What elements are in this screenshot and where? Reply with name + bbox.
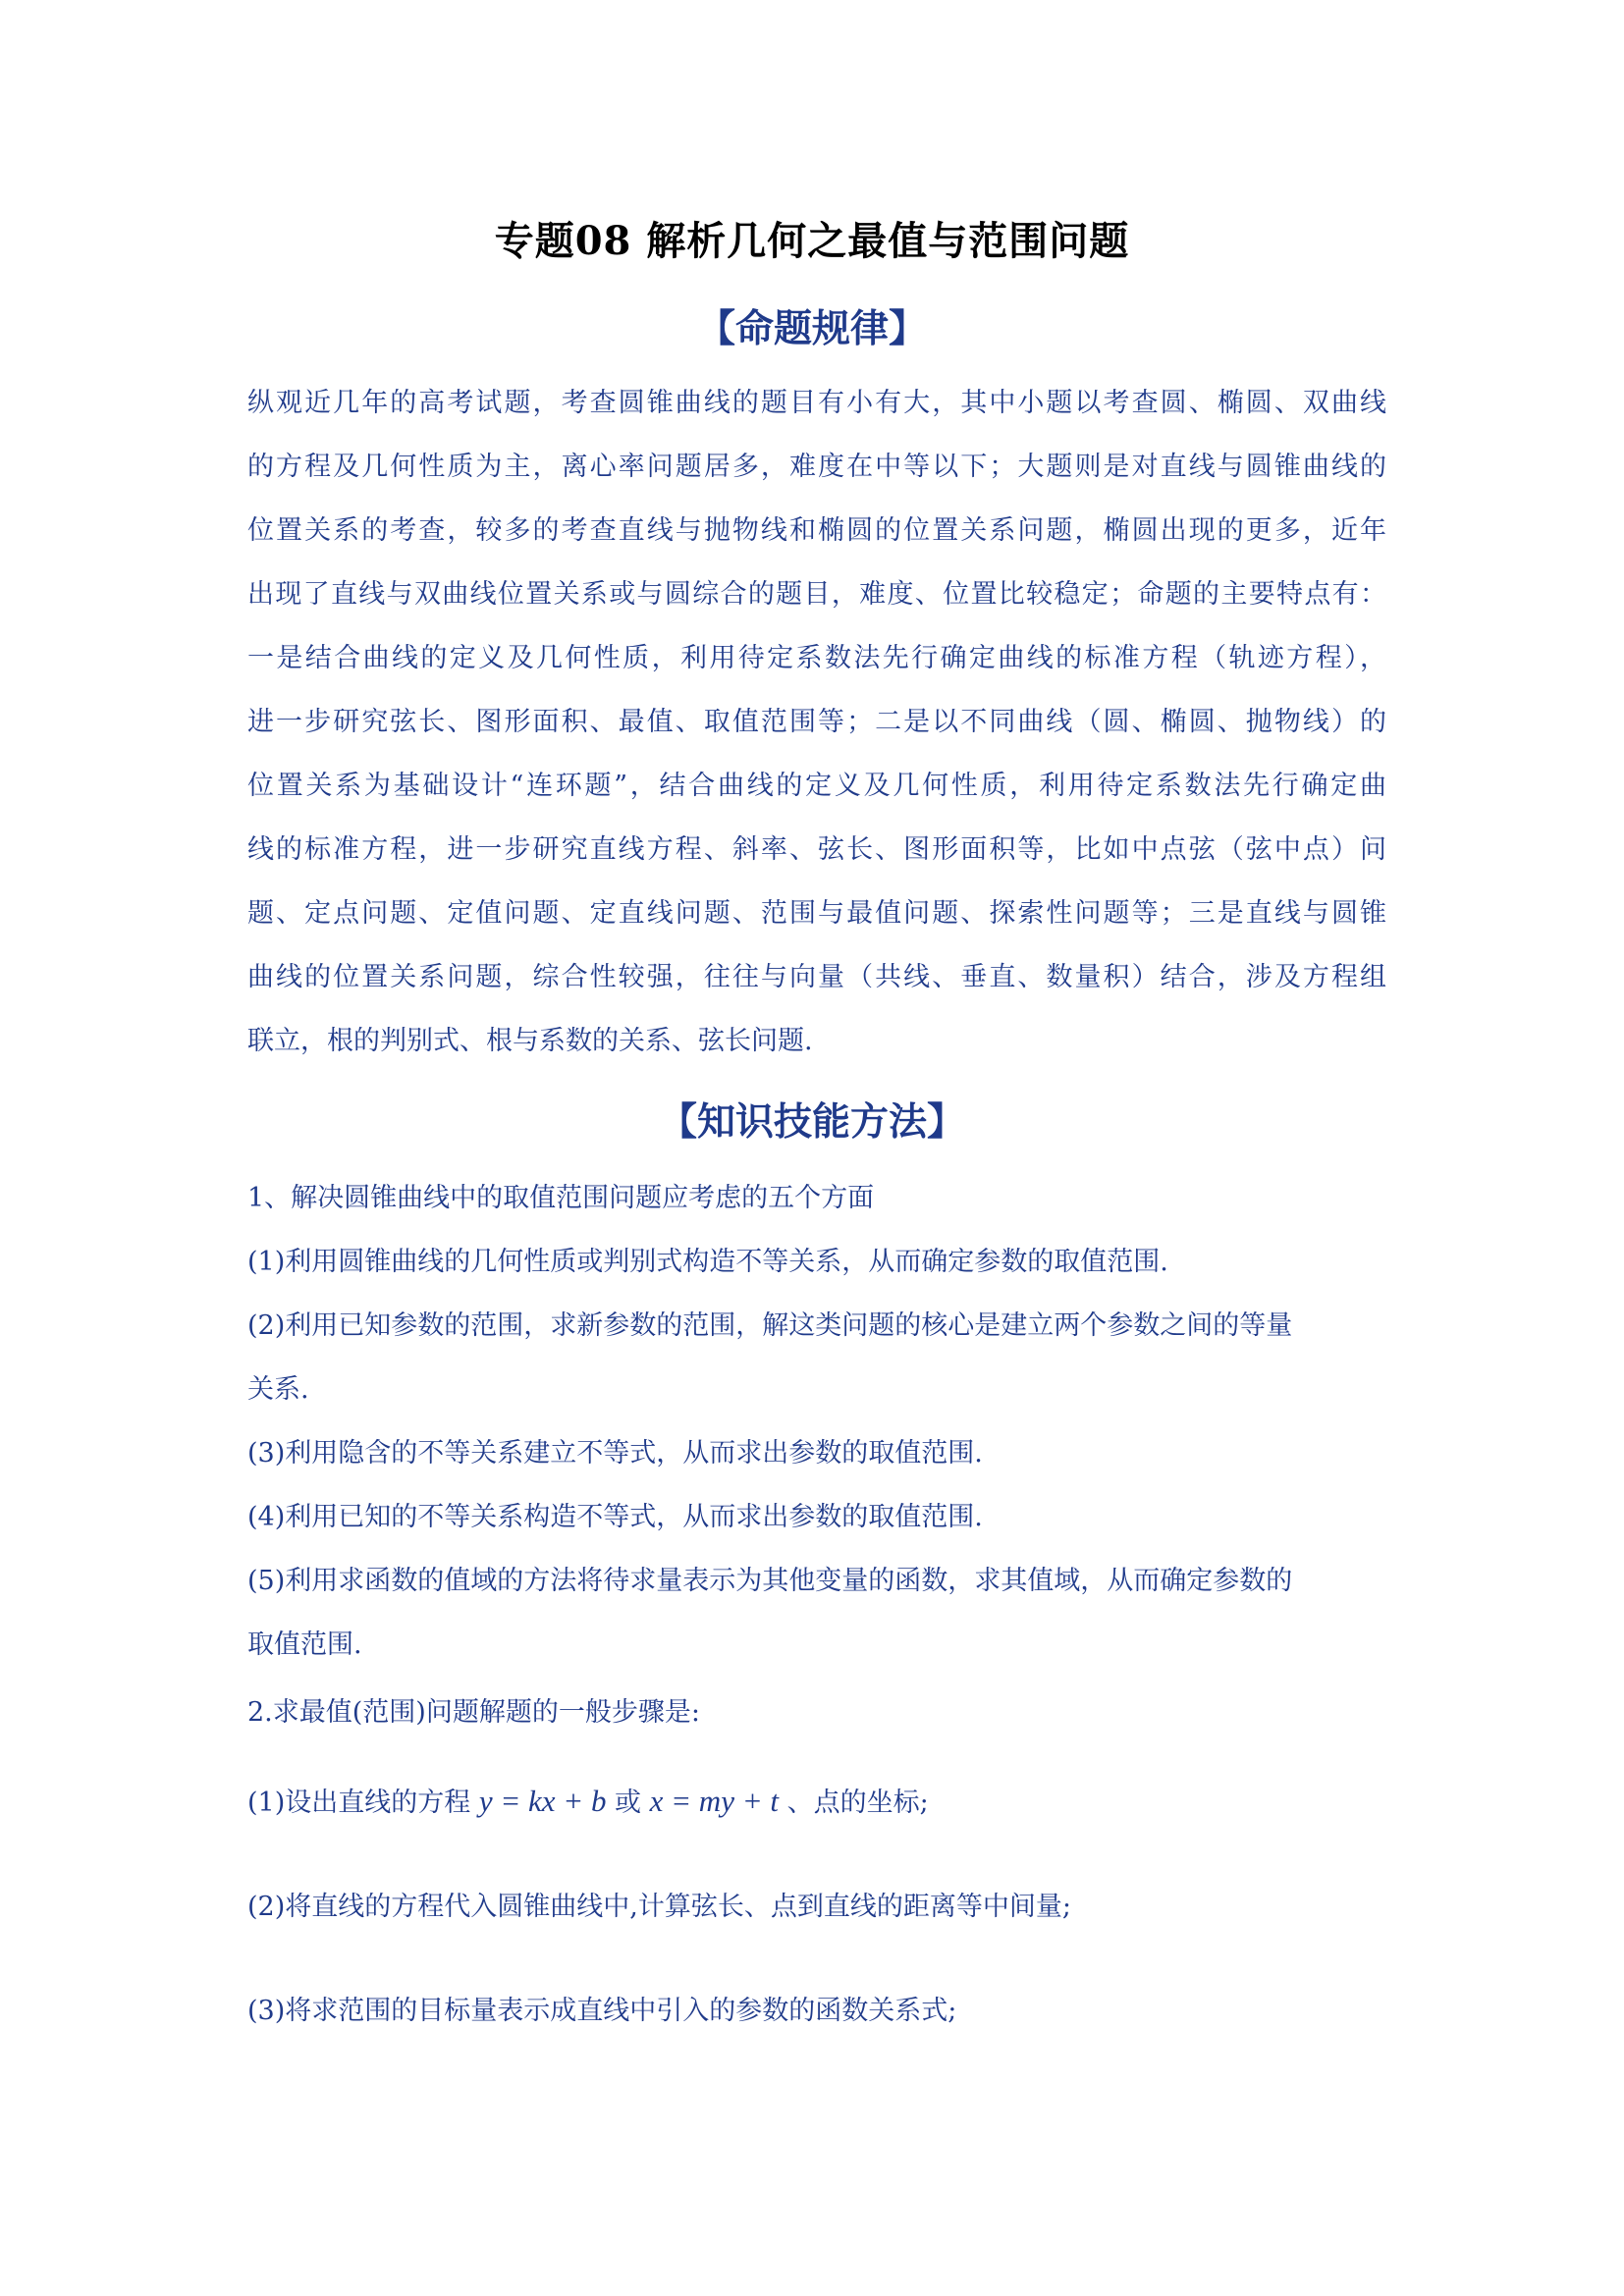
item1-point-3: (3)利用隐含的不等关系建立不等式，从而求出参数的取值范围.: [247, 1438, 983, 1468]
paragraph-line: 位置关系为基础设计“连环题”，结合曲线的定义及几何性质，利用待定系数法先行确定曲: [247, 771, 1386, 801]
item2-title: 2.求最值(范围)问题解题的一般步骤是:: [247, 1697, 700, 1728]
rules-paragraph: [247, 381, 1386, 1068]
item1-point-2-cont: 关系.: [247, 1374, 309, 1405]
step-1-prefix: (1)设出直线的方程: [247, 1788, 479, 1818]
item1-title: 1、解决圆锥曲线中的取值范围问题应考虑的五个方面: [247, 1183, 875, 1213]
step-1-middle: 或: [606, 1788, 650, 1818]
line-equation-alt-formula: x = my + t: [649, 1784, 779, 1818]
paragraph-line: 位置关系的考查，较多的考查直线与抛物线和椭圆的位置关系问题，椭圆出现的更多，近年: [247, 515, 1386, 546]
line-equation-formula: y = kx + b: [478, 1784, 607, 1818]
item1-point-4: (4)利用已知的不等关系构造不等式，从而求出参数的取值范围.: [247, 1502, 983, 1532]
paragraph-line: 线的标准方程，进一步研究直线方程、斜率、弦长、图形面积等，比如中点弦（弦中点）问: [247, 834, 1386, 865]
step-3: (3)将求范围的目标量表示成直线中引入的参数的函数关系式;: [247, 1996, 957, 2026]
step-1-suffix: 、点的坐标;: [778, 1788, 929, 1818]
section-heading-rules: 【命题规律】: [696, 306, 927, 351]
step-1: [247, 1781, 929, 1819]
item1-point-2: (2)利用已知参数的范围，求新参数的范围，解这类问题的核心是建立两个参数之间的等量: [247, 1310, 1293, 1341]
page-title: 专题08 解析几何之最值与范围问题: [494, 218, 1130, 264]
paragraph-line: 的方程及几何性质为主，离心率问题居多，难度在中等以下；大题则是对直线与圆锥曲线的: [247, 452, 1386, 482]
item1-point-5: (5)利用求函数的值域的方法将待求量表示为其他变量的函数，求其值域，从而确定参数的: [247, 1566, 1293, 1596]
item1-point-1: (1)利用圆锥曲线的几何性质或判别式构造不等关系，从而确定参数的取值范围.: [247, 1247, 1168, 1277]
section-heading-methods: 【知识技能方法】: [658, 1099, 965, 1145]
paragraph-line: 曲线的位置关系问题，综合性较强，往往与向量（共线、垂直、数量积）结合，涉及方程组: [247, 962, 1386, 992]
paragraph-line: 进一步研究弦长、图形面积、最值、取值范围等；二是以不同曲线（圆、椭圆、抛物线）的: [247, 707, 1386, 737]
step-2: (2)将直线的方程代入圆锥曲线中,计算弦长、点到直线的距离等中间量;: [247, 1892, 1071, 1922]
paragraph-line: 联立，根的判别式、根与系数的关系、弦长问题.: [247, 1026, 813, 1056]
paragraph-line: 题、定点问题、定值问题、定直线问题、范围与最值问题、探索性问题等；三是直线与圆锥: [247, 898, 1386, 929]
paragraph-line: 一是结合曲线的定义及几何性质，利用待定系数法先行确定曲线的标准方程（轨迹方程），: [247, 643, 1386, 673]
item1-point-5-cont: 取值范围.: [247, 1629, 362, 1660]
paragraph-line: 纵观近几年的高考试题，考查圆锥曲线的题目有小有大，其中小题以考查圆、椭圆、双曲线: [247, 388, 1386, 418]
paragraph-line: 出现了直线与双曲线位置关系或与圆综合的题目，难度、位置比较稳定；命题的主要特点有：: [247, 579, 1386, 610]
